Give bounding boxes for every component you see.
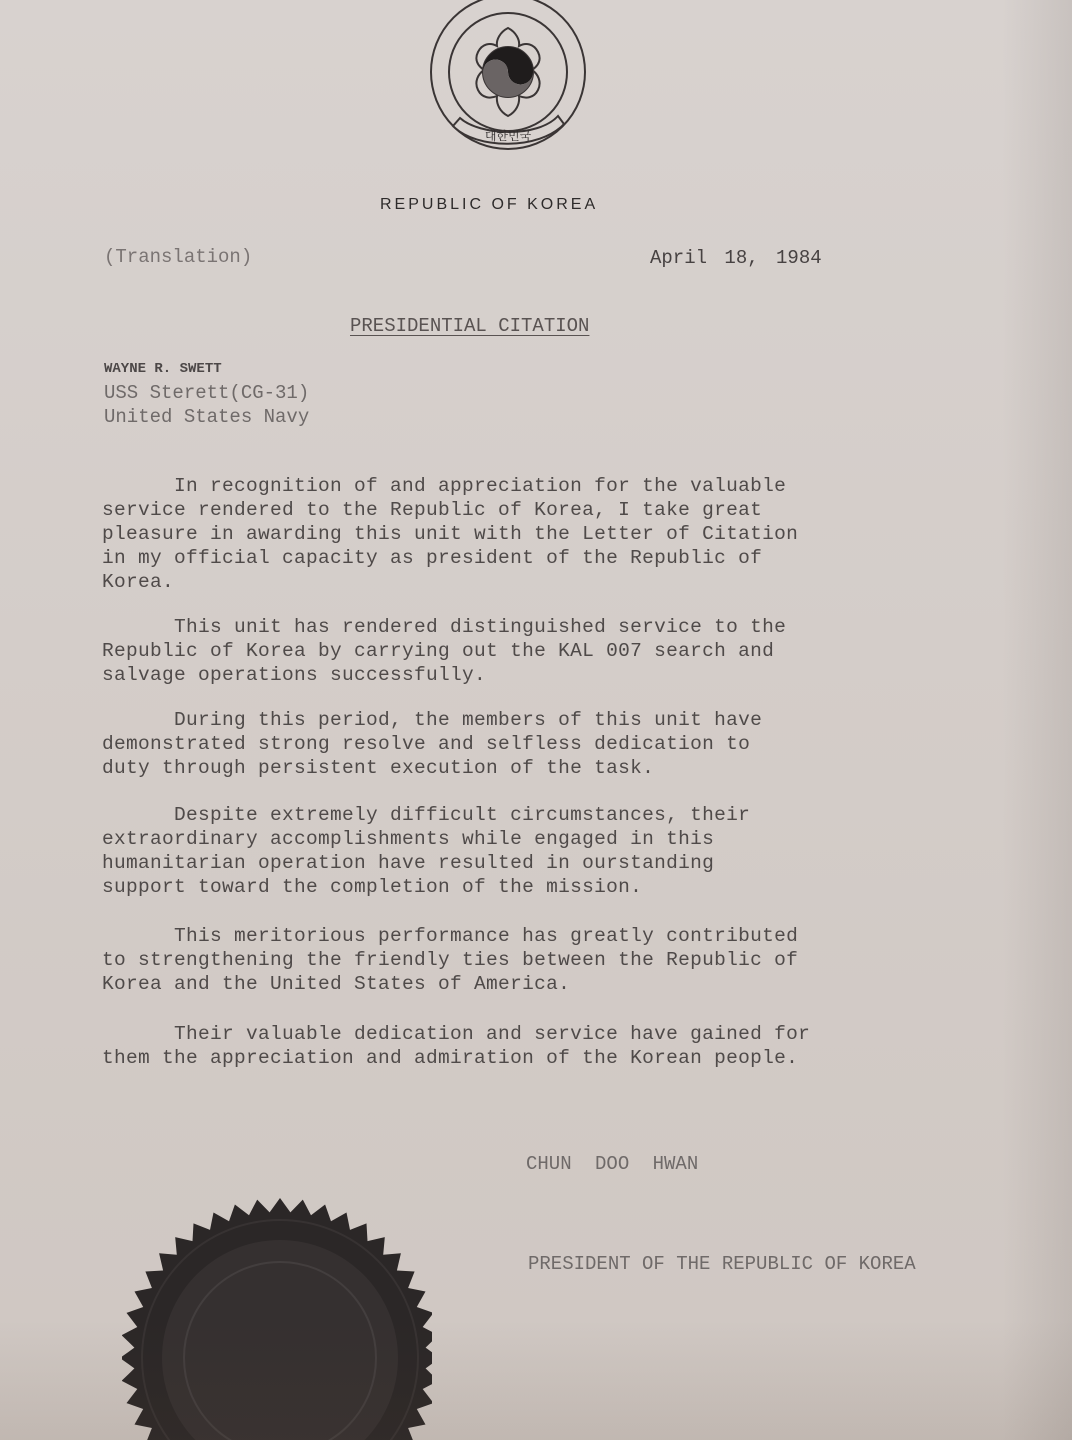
citation-paragraph: In recognition of and appreciation for the valuable service rendered to the Republic of Korea, I take great pleasure in awarding this unit with the Letter of Citation in my official capacity as president of the Republic of Korea. <box>102 475 799 593</box>
citation-paragraph: Their valuable dedication and service have gained for them the appreciation and admiration of the Korean people. <box>102 1023 811 1069</box>
document-title: PRESIDENTIAL CITATION <box>350 315 590 337</box>
recipient-service: United States Navy <box>104 406 310 428</box>
recipient-unit: USS Sterett(CG-31) <box>104 382 310 404</box>
letterhead-heading: REPUBLIC OF KOREA <box>380 196 599 213</box>
page-shadow <box>1002 0 1072 1440</box>
signatory-name: CHUN DOO HWAN <box>526 1153 699 1175</box>
recipient-block <box>104 357 309 429</box>
citation-paragraph: Despite extremely difficult circumstances, their extraordinary accomplishments while engaged in this humanitarian operation have resulted in ourstanding support toward the completion of the mission. <box>102 804 751 898</box>
page-shadow <box>0 1320 1072 1440</box>
document-date: April 18, 1984 <box>650 247 822 269</box>
translation-note: (Translation) <box>104 246 253 268</box>
citation-paragraph: During this period, the members of this unit have demonstrated strong resolve and selfless dedication to duty through persistent execution of the task. <box>102 709 763 779</box>
citation-paragraph: This meritorious performance has greatly contributed to strengthening the friendly ties between the Republic of Korea and the United States of America. <box>102 925 799 995</box>
emblem-inscription: 대한민국 <box>484 129 532 143</box>
recipient-name: WAYNE R. SWETT <box>104 361 222 377</box>
korean-emblem-icon <box>420 0 600 160</box>
citation-paragraph: This unit has rendered distinguished service to the Republic of Korea by carrying out the KAL 007 search and salvage operations successfully. <box>102 616 787 686</box>
signatory-title: PRESIDENT OF THE REPUBLIC OF KOREA <box>528 1253 916 1275</box>
